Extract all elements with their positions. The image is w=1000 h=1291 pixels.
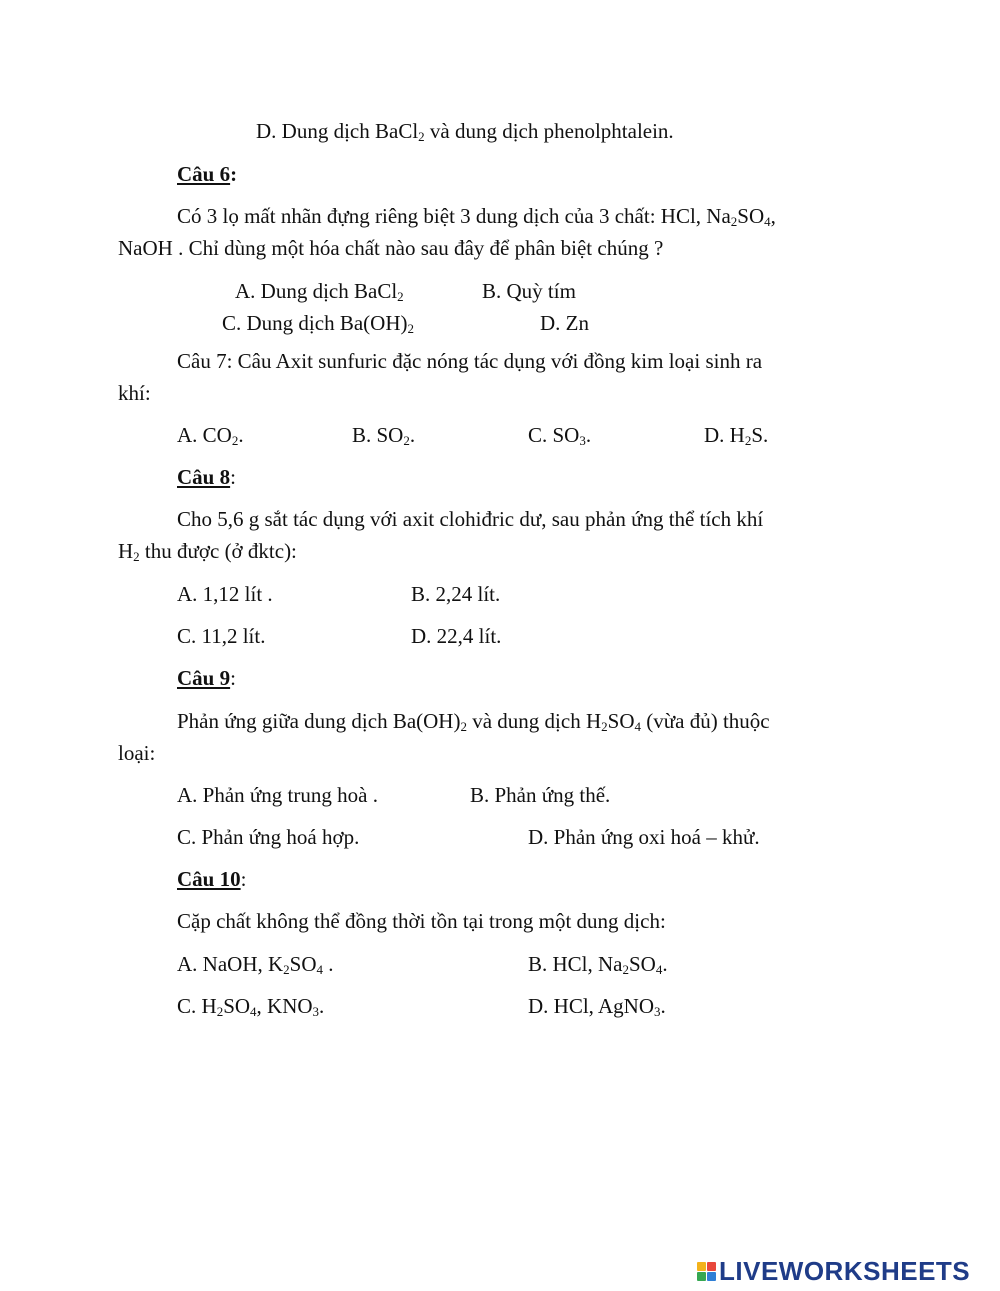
q9-option-c: C. Phản ứng hoá hợp. xyxy=(177,825,360,849)
q7-option-c: C. $SO_3$. xyxy=(528,423,592,448)
liveworksheets-logo xyxy=(697,1255,970,1287)
q7-option-a: A. $CO_2$. xyxy=(177,423,244,448)
q9-option-a: A. Phản ứng trung hoà . xyxy=(177,783,378,807)
q7-question-line2: khí: xyxy=(118,381,151,405)
q6-question-line2: NaOH . Chỉ dùng một hóa chất nào sau đây để phân biệt chúng ? xyxy=(118,236,664,260)
q10-option-c: C. $H_2SO_4$, $KNO_3$. xyxy=(177,994,325,1019)
q8-option-c: C. 11,2 lít. xyxy=(177,624,266,648)
q9-heading: Câu 9: xyxy=(177,666,236,690)
q8-question-line2: $H_2$ thu được (ở đktc): xyxy=(118,539,297,564)
logo-text: LIVEWORKSHEETS xyxy=(719,1255,971,1286)
q6-option-b: B. Quỳ tím xyxy=(482,279,576,303)
q10-option-b: B. HCl, $Na_2SO_4$. xyxy=(528,952,668,977)
q10-option-d: D. HCl, AgNO$_3$. xyxy=(528,994,666,1019)
q8-question-line1: Cho 5,6 g sắt tác dụng với axit clohiđric dư, sau phản ứng thể tích khí xyxy=(177,507,764,531)
q10-option-a: A. NaOH, $K_2SO_4$ . xyxy=(177,952,334,977)
q6-option-a: A. Dung dịch BaCl$_2$ xyxy=(235,279,404,304)
logo-square-2 xyxy=(707,1262,716,1271)
logo-square-4 xyxy=(707,1272,716,1281)
q8-option-a: A. 1,12 lít . xyxy=(177,582,273,606)
q7-option-d: D. $H_2S$. xyxy=(704,423,769,448)
q9-option-b: B. Phản ứng thế. xyxy=(470,783,611,807)
q9-question-line1: Phản ứng giữa dung dịch $Ba(OH)_2$ và dung dịch $H_2SO_4$ (vừa đủ) thuộc xyxy=(177,709,770,734)
q7-option-b: B. $SO_2$. xyxy=(352,423,416,448)
q6-option-d: D. Zn xyxy=(540,311,589,335)
q5-option-d: D. Dung dịch BaCl$_2$ và dung dịch phenolphtalein. xyxy=(256,119,674,144)
q9-option-d: D. Phản ứng oxi hoá – khử. xyxy=(528,825,760,849)
q6-question-line1: Có 3 lọ mất nhãn đựng riêng biệt 3 dung dịch của 3 chất: HCl, $Na_2SO_4$, xyxy=(177,204,776,229)
q7-question-line1: Câu 7: Câu Axit sunfuric đặc nóng tác dụng với đồng kim loại sinh ra xyxy=(177,349,763,373)
logo-mark-icon xyxy=(697,1262,716,1281)
q8-option-d: D. 22,4 lít. xyxy=(411,624,502,648)
q9-question-line2: loại: xyxy=(118,741,156,765)
q8-heading: Câu 8: xyxy=(177,465,236,489)
q6-heading: Câu 6: xyxy=(177,162,238,186)
logo-square-1 xyxy=(697,1262,706,1271)
logo-square-3 xyxy=(697,1272,706,1281)
q8-option-b: B. 2,24 lít. xyxy=(411,582,501,606)
q10-heading: Câu 10: xyxy=(177,867,247,891)
q10-question-line1: Cặp chất không thể đồng thời tồn tại trong một dung dịch: xyxy=(177,909,666,933)
q6-option-c: C. Dung dịch $Ba(OH)_2$ xyxy=(222,311,414,336)
